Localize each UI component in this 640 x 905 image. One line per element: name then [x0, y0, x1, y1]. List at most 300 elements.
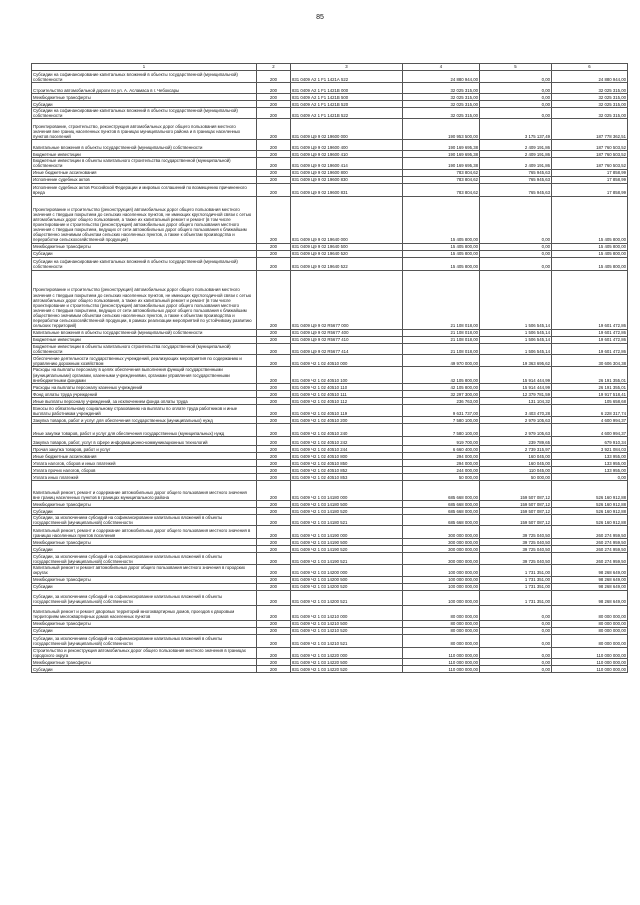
row-remaining-amount: 19 601 472,86 — [552, 343, 628, 354]
row-executed-amount: 50 000,00 — [480, 473, 552, 480]
row-code: 200 — [257, 383, 291, 390]
row-executed-amount: 159 507 087,12 — [480, 514, 552, 525]
table-row — [32, 83, 628, 94]
row-remaining-amount: 26 191 355,01 — [552, 383, 628, 390]
row-classification: 831 0409 Ц9 9 02 19600 000 — [291, 119, 403, 140]
row-remaining-amount: 80 000 000,00 — [552, 605, 628, 620]
row-classification: 831 0409 Ч2 1 03 14210 520 — [291, 627, 403, 634]
row-executed-amount: 1 506 545,14 — [480, 329, 552, 336]
row-name: Межбюджетные трансферты — [32, 243, 257, 250]
row-remaining-amount: 30 606 304,38 — [552, 354, 628, 366]
table-row — [32, 445, 628, 452]
row-name: Уплата налогов, сборов и иных платежей — [32, 459, 257, 466]
row-name: Межбюджетные трансферты — [32, 94, 257, 101]
row-name: Проектирование и строительство (реконструкция) автомобильных дорог общего пользования местного значения с твердым покрытием до сельских населенных пунктов, не имеющих круглогодичной связи с сетью автомобильных дорог общего пользования, а также их капитальный ремонт и ремонт (в том числе проектирование и строительство (реконструкция) автомобильных дорог общего пользования местного значения с твердым покрытием, ведущих от сети автомобильных дорог общего пользования к ближайшим общественно значимым объектам сельских населенных пунктов, а также к объектам производства и переработки сельскохозяйственной продукции) — [32, 196, 257, 243]
table-row — [32, 119, 628, 140]
row-executed-amount: 2 409 191,86 — [480, 140, 552, 151]
row-code: 200 — [257, 250, 291, 257]
row-approved-amount: 15 405 800,00 — [403, 250, 480, 257]
row-executed-amount: 1 731 351,00 — [480, 590, 552, 605]
row-code: 200 — [257, 576, 291, 583]
row-classification: 831 0409 Ч2 1 02 40510 119 — [291, 404, 403, 416]
row-classification: 831 0409 А2 1 F1 1421В 520 — [291, 101, 403, 108]
row-approved-amount: 21 108 018,00 — [403, 336, 480, 343]
row-classification: 831 0409 Ч2 1 03 14180 500 — [291, 500, 403, 507]
row-approved-amount: 300 000 000,00 — [403, 546, 480, 553]
row-classification: 831 0409 Ц9 9 02 R5677 000 — [291, 270, 403, 329]
row-name: Субсидии — [32, 546, 257, 553]
row-code: 200 — [257, 480, 291, 500]
table-row — [32, 539, 628, 546]
row-executed-amount: 159 507 087,12 — [480, 500, 552, 507]
row-code: 200 — [257, 634, 291, 647]
row-approved-amount: 190 169 695,38 — [403, 158, 480, 169]
row-name: Расходы на выплаты персоналу в целях обеспечения выполнения функций государственными (муниципальными) органами, казенными учреждениями, органами управления государственными внебюджетными фондами — [32, 366, 257, 383]
row-remaining-amount: 32 025 315,00 — [552, 83, 628, 94]
row-code: 200 — [257, 620, 291, 627]
row-classification: 831 0409 Ч2 1 03 14220 520 — [291, 665, 403, 672]
column-number-row — [32, 64, 628, 71]
row-code: 200 — [257, 83, 291, 94]
row-code: 200 — [257, 151, 291, 158]
row-name: Уплата прочих налогов, сборов — [32, 466, 257, 473]
row-name: Проектирование и строительство (реконструкция) автомобильных дорог общего пользования местного значения с твердым покрытием до сельских населенных пунктов, не имеющих круглогодичной связи с сетью автомобильных дорог общего пользования, а также их капитальный ремонт и ремонт (в том числе проектирование и строительство (реконструкция) автомобильных дорог общего пользования местного значения с твердым покрытием, ведущих от сети автомобильных дорог общего пользования к ближайшим общественно значимым объектам сельских населенных пунктов, а также к объектам производства и переработки сельскохозяйственной продукции, в рамках реализации мероприятий по устойчивому развитию сельских территорий) — [32, 270, 257, 329]
row-name: Межбюджетные трансферты — [32, 620, 257, 627]
row-executed-amount: 0,00 — [480, 101, 552, 108]
table-row — [32, 329, 628, 336]
row-classification: 831 0409 Ц9 9 02 R5677 410 — [291, 336, 403, 343]
row-remaining-amount: 3 921 084,03 — [552, 445, 628, 452]
row-approved-amount: 294 000,00 — [403, 459, 480, 466]
table-row — [32, 270, 628, 329]
row-name: Прочая закупка товаров, работ и услуг — [32, 445, 257, 452]
row-executed-amount: 19 363 695,62 — [480, 354, 552, 366]
row-executed-amount: 39 725 040,50 — [480, 539, 552, 546]
row-classification: 831 0409 А2 1 F1 1421А 522 — [291, 71, 403, 83]
row-executed-amount: 765 945,63 — [480, 176, 552, 183]
row-classification: 831 0409 Ч2 1 02 40510 100 — [291, 366, 403, 383]
table-row — [32, 108, 628, 119]
column-number: 4 — [403, 64, 480, 71]
row-classification: 831 0409 Ч2 1 02 40510 244 — [291, 445, 403, 452]
row-name: Капитальный ремонт и ремонт автомобильных дорог общего пользования местного значения в городских округах — [32, 565, 257, 576]
row-executed-amount: 39 725 040,50 — [480, 526, 552, 539]
row-code: 200 — [257, 627, 291, 634]
row-remaining-amount: 80 000 000,00 — [552, 627, 628, 634]
row-remaining-amount: 24 880 944,00 — [552, 71, 628, 83]
row-remaining-amount: 110 000 000,00 — [552, 658, 628, 665]
row-name: Иные закупки товаров, работ и услуг для обеспечения государственных (муниципальных) нужд — [32, 423, 257, 436]
row-classification: 831 0409 Ч2 1 02 40510 110 — [291, 383, 403, 390]
row-executed-amount: 1 731 351,00 — [480, 565, 552, 576]
row-remaining-amount: 260 274 959,50 — [552, 546, 628, 553]
row-name: Обеспечение деятельности государственных учреждений, реализующих мероприятия по содержанию и управлению дорожным хозяйством — [32, 354, 257, 366]
row-code: 200 — [257, 169, 291, 176]
row-remaining-amount: 32 025 315,00 — [552, 101, 628, 108]
row-code: 200 — [257, 658, 291, 665]
row-name: Капитальный ремонт, ремонт и содержание автомобильных дорог общего пользования местного значения в границах населенных пунктов поселения — [32, 526, 257, 539]
row-approved-amount: 21 108 018,00 — [403, 329, 480, 336]
row-classification: 831 0409 Ч2 1 03 14180 520 — [291, 507, 403, 514]
row-remaining-amount: 98 268 649,00 — [552, 565, 628, 576]
table-row — [32, 366, 628, 383]
row-remaining-amount: 679 910,34 — [552, 436, 628, 445]
row-remaining-amount: 526 160 912,88 — [552, 480, 628, 500]
row-code: 200 — [257, 336, 291, 343]
row-executed-amount: 0,00 — [480, 250, 552, 257]
row-classification: 831 0409 Ц9 9 02 R5677 414 — [291, 343, 403, 354]
row-executed-amount: 1 506 545,14 — [480, 343, 552, 354]
table-row — [32, 404, 628, 416]
row-classification: 831 0409 Ц9 9 02 19600 410 — [291, 151, 403, 158]
row-classification: 831 0409 Ц9 9 02 19600 831 — [291, 183, 403, 196]
row-code: 200 — [257, 390, 291, 397]
row-executed-amount: 159 507 087,12 — [480, 480, 552, 500]
row-code: 200 — [257, 158, 291, 169]
row-classification: 831 0409 Ч2 1 02 40510 240 — [291, 423, 403, 436]
row-code: 200 — [257, 397, 291, 404]
row-approved-amount: 15 405 800,00 — [403, 257, 480, 270]
table-row — [32, 71, 628, 83]
table-row — [32, 500, 628, 507]
row-approved-amount: 42 105 800,00 — [403, 366, 480, 383]
row-remaining-amount: 80 000 000,00 — [552, 620, 628, 627]
row-remaining-amount: 17 858,99 — [552, 169, 628, 176]
row-executed-amount: 2 409 191,86 — [480, 158, 552, 169]
row-approved-amount: 100 000 000,00 — [403, 583, 480, 590]
row-remaining-amount: 105 658,68 — [552, 397, 628, 404]
row-name: Субсидии — [32, 101, 257, 108]
row-classification: 831 0409 Ч2 1 02 40510 112 — [291, 397, 403, 404]
row-executed-amount: 2 979 105,63 — [480, 423, 552, 436]
table-row — [32, 158, 628, 169]
row-approved-amount: 236 763,00 — [403, 397, 480, 404]
row-code: 200 — [257, 196, 291, 243]
table-row — [32, 243, 628, 250]
row-classification: 831 0409 Ч2 1 02 40510 200 — [291, 416, 403, 423]
row-executed-amount: 15 914 444,99 — [480, 366, 552, 383]
row-executed-amount: 160 045,00 — [480, 459, 552, 466]
row-code: 200 — [257, 466, 291, 473]
row-name: Субсидии — [32, 250, 257, 257]
row-executed-amount: 0,00 — [480, 658, 552, 665]
row-remaining-amount: 110 000 000,00 — [552, 647, 628, 658]
row-code: 200 — [257, 329, 291, 336]
row-code: 200 — [257, 176, 291, 183]
row-code: 200 — [257, 71, 291, 83]
row-name: Проектирование, строительство, реконструкция автомобильных дорог общего пользования местного значения вне границ населенных пунктов в границах муниципального района и в границах населенных пунктов поселений — [32, 119, 257, 140]
row-approved-amount: 300 000 000,00 — [403, 539, 480, 546]
row-executed-amount: 0,00 — [480, 108, 552, 119]
row-classification: 831 0409 Ц9 9 02 19640 520 — [291, 250, 403, 257]
row-executed-amount: 0,00 — [480, 665, 552, 672]
row-classification: 831 0409 Ч2 1 03 14190 000 — [291, 526, 403, 539]
row-name: Уплата иных платежей — [32, 473, 257, 480]
table-row — [32, 336, 628, 343]
table-row — [32, 627, 628, 634]
row-approved-amount: 80 000 000,00 — [403, 634, 480, 647]
row-executed-amount: 159 507 087,12 — [480, 507, 552, 514]
row-name: Субсидии — [32, 583, 257, 590]
row-remaining-amount: 15 405 800,00 — [552, 243, 628, 250]
row-executed-amount: 39 725 040,50 — [480, 546, 552, 553]
row-name: Исполнение судебных актов — [32, 176, 257, 183]
table-row — [32, 647, 628, 658]
column-number: 1 — [32, 64, 257, 71]
row-code: 200 — [257, 354, 291, 366]
table-row — [32, 423, 628, 436]
row-approved-amount: 190 169 695,38 — [403, 140, 480, 151]
row-approved-amount: 190 953 500,00 — [403, 119, 480, 140]
row-executed-amount: 0,00 — [480, 627, 552, 634]
row-remaining-amount: 98 268 649,00 — [552, 576, 628, 583]
row-approved-amount: 9 631 737,00 — [403, 404, 480, 416]
row-remaining-amount: 32 025 315,00 — [552, 108, 628, 119]
table-row — [32, 459, 628, 466]
row-code: 200 — [257, 343, 291, 354]
row-remaining-amount: 187 760 503,52 — [552, 158, 628, 169]
row-remaining-amount: 15 405 800,00 — [552, 257, 628, 270]
row-name: Субсидии — [32, 665, 257, 672]
row-remaining-amount: 526 160 912,88 — [552, 514, 628, 525]
row-classification: 831 0409 Ц9 9 02 R5677 400 — [291, 329, 403, 336]
row-executed-amount: 765 945,63 — [480, 169, 552, 176]
row-approved-amount: 100 000 000,00 — [403, 565, 480, 576]
row-name: Строительство автомобильной дороги по ул. А. Асламаса в г. Чебоксары — [32, 83, 257, 94]
row-classification: 831 0409 Ц9 9 02 19640 000 — [291, 196, 403, 243]
row-code: 200 — [257, 404, 291, 416]
row-remaining-amount: 187 760 503,52 — [552, 151, 628, 158]
row-name: Фонд оплаты труда учреждений — [32, 390, 257, 397]
row-classification: 831 0409 Ч2 1 03 14190 520 — [291, 546, 403, 553]
row-code: 200 — [257, 243, 291, 250]
row-executed-amount: 765 945,63 — [480, 183, 552, 196]
row-classification: 831 0409 Ч2 1 03 14180 521 — [291, 514, 403, 525]
row-approved-amount: 100 000 000,00 — [403, 576, 480, 583]
row-classification: 831 0409 Ц9 9 02 19600 800 — [291, 169, 403, 176]
row-approved-amount: 32 025 315,00 — [403, 94, 480, 101]
table-row — [32, 590, 628, 605]
column-number: 6 — [552, 64, 628, 71]
row-approved-amount: 190 169 695,38 — [403, 151, 480, 158]
row-code: 200 — [257, 539, 291, 546]
row-approved-amount: 80 000 000,00 — [403, 620, 480, 627]
row-code: 200 — [257, 500, 291, 507]
column-number: 3 — [291, 64, 403, 71]
row-name: Расходы на выплаты персоналу казенных учреждений — [32, 383, 257, 390]
table-row — [32, 473, 628, 480]
row-approved-amount: 24 880 944,00 — [403, 71, 480, 83]
row-remaining-amount: 17 858,99 — [552, 176, 628, 183]
row-name: Субсидии, за исключением субсидий на софинансирование капитальных вложений в объекты государственной (муниципальной) собственности — [32, 514, 257, 525]
row-classification: 831 0409 Ц9 9 02 19600 830 — [291, 176, 403, 183]
row-code: 200 — [257, 553, 291, 565]
row-approved-amount: 919 700,00 — [403, 436, 480, 445]
row-name: Субсидии на софинансирование капитальных вложений в объекты государственной (муниципальной) собственности — [32, 257, 257, 270]
row-classification: 831 0409 Ч2 1 03 14200 520 — [291, 583, 403, 590]
row-code: 200 — [257, 514, 291, 525]
row-approved-amount: 32 025 315,00 — [403, 108, 480, 119]
row-name: Субсидии, за исключением субсидий на софинансирование капитальных вложений в объекты государственной (муниципальной) собственности — [32, 590, 257, 605]
row-executed-amount: 3 403 470,28 — [480, 404, 552, 416]
row-name: Бюджетные инвестиции в объекты капитального строительства государственной (муниципальной) собственности — [32, 158, 257, 169]
row-code: 200 — [257, 108, 291, 119]
row-code: 200 — [257, 583, 291, 590]
row-classification: 831 0409 Ч2 1 02 40510 800 — [291, 452, 403, 459]
row-approved-amount: 21 108 018,00 — [403, 270, 480, 329]
row-executed-amount: 239 789,65 — [480, 436, 552, 445]
row-remaining-amount: 526 160 912,88 — [552, 500, 628, 507]
row-approved-amount: 783 804,62 — [403, 169, 480, 176]
table-row — [32, 169, 628, 176]
row-name: Иные бюджетные ассигнования — [32, 169, 257, 176]
table-row — [32, 452, 628, 459]
row-code: 200 — [257, 119, 291, 140]
row-executed-amount: 3 175 137,49 — [480, 119, 552, 140]
row-name: Субсидии на софинансирование капитальных вложений в объекты государственной (муниципальной) собственности — [32, 108, 257, 119]
row-classification: 831 0409 Ч2 1 02 40510 111 — [291, 390, 403, 397]
row-name: Капитальные вложения в объекты государственной (муниципальной) собственности — [32, 329, 257, 336]
table-row — [32, 257, 628, 270]
row-remaining-amount: 15 405 800,00 — [552, 196, 628, 243]
row-classification: 831 0409 А2 1 F1 1421В 500 — [291, 94, 403, 101]
row-remaining-amount: 19 601 472,86 — [552, 329, 628, 336]
row-remaining-amount: 526 160 912,88 — [552, 507, 628, 514]
row-classification: 831 0409 Ч2 1 03 14190 521 — [291, 553, 403, 565]
row-remaining-amount: 4 600 994,37 — [552, 423, 628, 436]
table-row — [32, 176, 628, 183]
row-name: Межбюджетные трансферты — [32, 539, 257, 546]
row-approved-amount: 42 105 800,00 — [403, 383, 480, 390]
row-classification: 831 0409 Ч2 1 03 14180 000 — [291, 480, 403, 500]
row-name: Закупка товаров, работ и услуг для обеспечения государственных (муниципальных) нужд — [32, 416, 257, 423]
row-code: 200 — [257, 546, 291, 553]
table-row — [32, 583, 628, 590]
row-name: Бюджетные инвестиции в объекты капитального строительства государственной (муниципальной) собственности — [32, 343, 257, 354]
table-row — [32, 658, 628, 665]
row-remaining-amount: 98 268 649,00 — [552, 590, 628, 605]
row-remaining-amount: 133 955,00 — [552, 466, 628, 473]
row-approved-amount: 7 580 100,00 — [403, 416, 480, 423]
table-row — [32, 605, 628, 620]
page-number: 85 — [316, 14, 324, 21]
row-code: 200 — [257, 590, 291, 605]
row-approved-amount: 32 297 300,00 — [403, 390, 480, 397]
row-classification: 831 0409 Ч2 1 02 40510 850 — [291, 459, 403, 466]
row-name: Субсидии, за исключением субсидий на софинансирование капитальных вложений в объекты государственной (муниципальной) собственности — [32, 634, 257, 647]
column-number: 5 — [480, 64, 552, 71]
row-approved-amount: 80 000 000,00 — [403, 605, 480, 620]
row-remaining-amount: 260 274 959,50 — [552, 526, 628, 539]
row-executed-amount: 12 379 781,59 — [480, 390, 552, 397]
row-code: 200 — [257, 270, 291, 329]
row-remaining-amount: 260 274 959,50 — [552, 553, 628, 565]
row-executed-amount: 0,00 — [480, 257, 552, 270]
row-executed-amount: 0,00 — [480, 83, 552, 94]
row-executed-amount: 0,00 — [480, 94, 552, 101]
table-row — [32, 94, 628, 101]
row-classification: 831 0409 Ч2 1 02 40510 853 — [291, 473, 403, 480]
row-remaining-amount: 133 955,00 — [552, 459, 628, 466]
row-classification: 831 0409 Ч2 1 02 40510 242 — [291, 436, 403, 445]
row-remaining-amount: 15 405 800,00 — [552, 250, 628, 257]
row-classification: 831 0409 Ц9 9 02 19600 414 — [291, 158, 403, 169]
row-classification: 831 0409 Ч2 1 03 14210 000 — [291, 605, 403, 620]
row-remaining-amount: 187 760 503,52 — [552, 140, 628, 151]
table-row — [32, 390, 628, 397]
row-approved-amount: 685 668 000,00 — [403, 507, 480, 514]
row-name: Бюджетные инвестиции — [32, 151, 257, 158]
row-approved-amount: 110 000 000,00 — [403, 658, 480, 665]
row-code: 200 — [257, 565, 291, 576]
row-approved-amount: 685 668 000,00 — [403, 480, 480, 500]
row-name: Субсидии — [32, 627, 257, 634]
row-code: 200 — [257, 526, 291, 539]
row-approved-amount: 32 025 315,00 — [403, 83, 480, 94]
row-classification: 831 0409 Ч2 1 03 14200 000 — [291, 565, 403, 576]
row-remaining-amount: 32 025 315,00 — [552, 94, 628, 101]
row-remaining-amount: 98 268 649,00 — [552, 583, 628, 590]
table-row — [32, 546, 628, 553]
table-row — [32, 354, 628, 366]
row-code: 200 — [257, 183, 291, 196]
row-name: Капитальный ремонт, ремонт и содержание автомобильных дорог общего пользования местного значения вне границ населенных пунктов в границах муниципального района — [32, 480, 257, 500]
row-classification: 831 0409 Ц9 9 02 19600 400 — [291, 140, 403, 151]
row-remaining-amount: 4 600 994,37 — [552, 416, 628, 423]
row-approved-amount: 685 668 000,00 — [403, 500, 480, 507]
row-approved-amount: 80 000 000,00 — [403, 627, 480, 634]
table-row — [32, 416, 628, 423]
row-approved-amount: 32 025 315,00 — [403, 101, 480, 108]
row-classification: 831 0409 Ч2 1 03 14210 521 — [291, 634, 403, 647]
row-classification: 831 0409 Ч2 1 03 14210 500 — [291, 620, 403, 627]
row-name: Капитальный ремонт и ремонт дворовых территорий многоквартирных домов, проездов к дворовым территориям многоквартирных домов населенных пунктов — [32, 605, 257, 620]
row-approved-amount: 50 000,00 — [403, 473, 480, 480]
row-classification: 831 0409 А2 1 F1 1421В 000 — [291, 83, 403, 94]
row-classification: 831 0409 Ч2 1 03 14220 000 — [291, 647, 403, 658]
row-code: 200 — [257, 459, 291, 466]
row-executed-amount: 160 045,00 — [480, 452, 552, 459]
table-row — [32, 514, 628, 525]
column-number: 2 — [257, 64, 291, 71]
row-remaining-amount: 80 000 000,00 — [552, 634, 628, 647]
row-executed-amount: 39 725 040,50 — [480, 553, 552, 565]
table-row — [32, 397, 628, 404]
row-classification: 831 0409 Ч2 1 03 14200 521 — [291, 590, 403, 605]
table-row — [32, 436, 628, 445]
row-name: Межбюджетные трансферты — [32, 576, 257, 583]
row-name: Взносы по обязательному социальному страхованию на выплаты по оплате труда работников и иные выплаты работникам учреждений — [32, 404, 257, 416]
row-approved-amount: 300 000 000,00 — [403, 553, 480, 565]
row-approved-amount: 7 580 100,00 — [403, 423, 480, 436]
row-remaining-amount: 26 191 355,01 — [552, 366, 628, 383]
row-remaining-amount: 19 917 518,41 — [552, 390, 628, 397]
row-code: 200 — [257, 101, 291, 108]
row-classification: 831 0409 Ч2 1 03 14220 500 — [291, 658, 403, 665]
table-row — [32, 553, 628, 565]
row-executed-amount: 2 739 315,97 — [480, 445, 552, 452]
row-remaining-amount: 0,00 — [552, 473, 628, 480]
row-remaining-amount: 260 274 959,50 — [552, 539, 628, 546]
table-row — [32, 466, 628, 473]
row-remaining-amount: 133 955,00 — [552, 452, 628, 459]
row-name: Исполнение судебных актов Российской Федерации и мировых соглашений по возмещению причиненного вреда — [32, 183, 257, 196]
row-code: 200 — [257, 452, 291, 459]
row-executed-amount: 0,00 — [480, 71, 552, 83]
row-code: 200 — [257, 94, 291, 101]
row-remaining-amount: 6 228 317,74 — [552, 404, 628, 416]
row-classification: 831 0409 А2 1 F1 1421В 522 — [291, 108, 403, 119]
